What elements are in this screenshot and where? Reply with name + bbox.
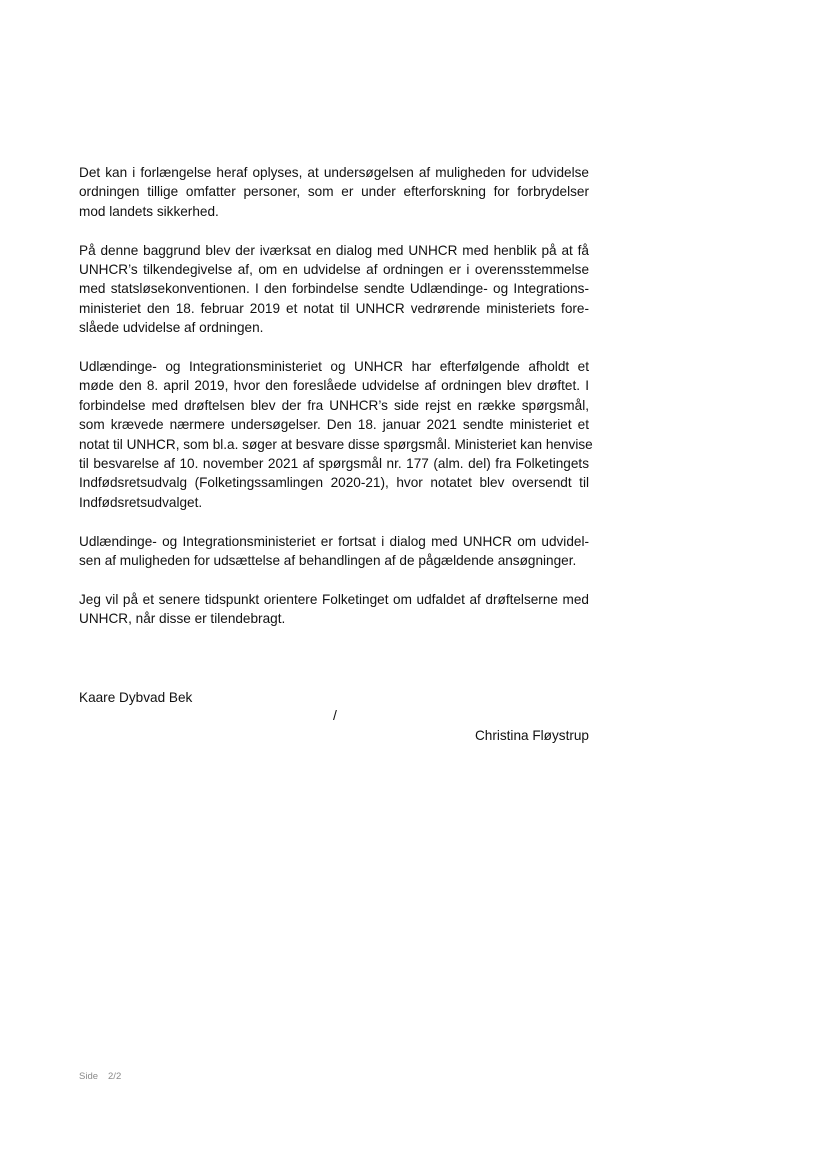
document-body bbox=[79, 163, 593, 648]
paragraph-line: forbindelse med drøftelsen blev der fra UNHCR’s side rejst en række spørgsmål, bbox=[79, 397, 589, 413]
paragraph-line: møde den 8. april 2019, hvor den foreslåede udvidelse af ordningen blev drøftet. I bbox=[79, 378, 589, 394]
paragraph-line: Det kan i forlængelse heraf oplyses, at undersøgelsen af muligheden for udvidelse bbox=[79, 165, 589, 180]
paragraph-line: Jeg vil på et senere tidspunkt orientere Folketinget om udfaldet af drøftelserne med bbox=[79, 591, 589, 607]
paragraph-line: ordningen tillige omfatter personer, som er under efterforskning for forbrydelser bbox=[79, 184, 589, 200]
paragraph-1 bbox=[79, 163, 589, 221]
signature-official-name: Christina Fløystrup bbox=[474, 728, 589, 743]
footer-page-number: 2/2 bbox=[108, 1071, 122, 1082]
paragraph-line: Indfødsretsudvalg (Folketingssamlingen 2020-21), hvor notatet blev oversendt til bbox=[79, 475, 589, 491]
page-footer bbox=[79, 1070, 121, 1083]
paragraph-line: Udlændinge- og Integrationsministeriet er fortsat i dialog med UNHCR om udvidel- bbox=[79, 533, 589, 549]
paragraph-line: slåede udvidelse af ordningen. bbox=[79, 320, 264, 336]
paragraph-line: notat til UNHCR, som bl.a. søger at besvare disse spørgsmål. Ministeriet kan henvise bbox=[79, 436, 593, 452]
paragraph-4 bbox=[79, 532, 589, 571]
paragraph-line: Indfødsretsudvalget. bbox=[79, 494, 203, 510]
paragraph-2 bbox=[79, 241, 589, 338]
paragraph-line: til besvarelse af 10. november 2021 af spørgsmål nr. 177 (alm. del) fra Folketingets bbox=[79, 456, 589, 472]
paragraph-line: På denne baggrund blev der iværksat en dialog med UNHCR med henblik på at få bbox=[79, 242, 589, 258]
paragraph-line: UNHCR, når disse er tilendebragt. bbox=[79, 611, 286, 627]
signature-minister-name: Kaare Dybvad Bek bbox=[79, 690, 193, 705]
paragraph-line: Udlændinge- og Integrationsministeriet og UNHCR har efterfølgende afholdt et bbox=[79, 359, 589, 375]
paragraph-line: sen af muligheden for udsættelse af behandlingen af de pågældende ansøgninger. bbox=[79, 553, 577, 569]
paragraph-line: UNHCR’s tilkendegivelse af, om en udvidelse af ordningen er i overensstemmelse bbox=[79, 262, 589, 278]
paragraph-5 bbox=[79, 590, 589, 629]
paragraph-line: ministeriet den 18. februar 2019 et notat til UNHCR vedrørende ministeriets fore- bbox=[79, 300, 589, 316]
paragraph-line: mod landets sikkerhed. bbox=[79, 203, 219, 219]
footer-page-label: Side bbox=[79, 1071, 99, 1082]
paragraph-line: med statsløsekonventionen. I den forbindelse sendte Udlændinge- og Integrations- bbox=[79, 281, 589, 297]
signature-separator: / bbox=[333, 707, 337, 723]
paragraph-3 bbox=[79, 357, 593, 512]
paragraph-line: som krævede nærmere undersøgelser. Den 18. januar 2021 sendte ministeriet et bbox=[79, 417, 589, 433]
